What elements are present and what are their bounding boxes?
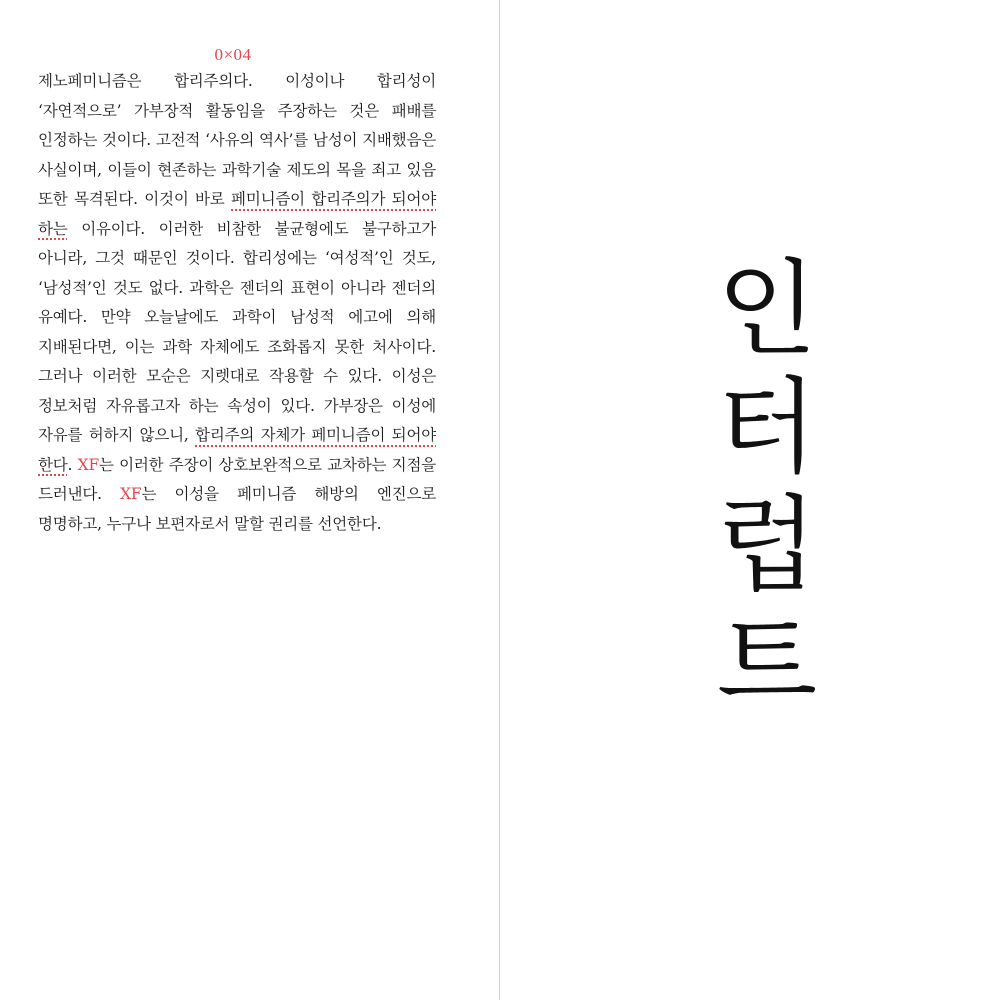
paragraph-run: 이유이다. 이러한 비참한 불균형에도 불구하고가 아니라, 그것 때문인 것이다. 합리성에는 ‘여성적’인 것도, ‘남성적’인 것도 없다. 과학은 젠더의 표현이 아니라 젠더의 유예다. 만약 오늘날에도 과학이 남성적 에고에 의해 지배된다면, 이는 과학 자체에도 조화롭지 못한 처사이다. 그러나 이러한 모순은 지렛대로 작용할 수 있다. 이성은 정보처럼 자유롭고자 하는 속성이 있다. 가부장은 이성에 자유를 허하지 않으니,: [38, 219, 436, 444]
title-char: 터: [716, 366, 818, 488]
title-char: 트: [716, 602, 818, 724]
right-page: [500, 0, 1000, 1000]
left-page: [0, 0, 499, 1000]
xf-term: XF: [77, 455, 100, 474]
title-char: 럽: [716, 484, 818, 606]
xf-term: XF: [120, 485, 142, 503]
highlighted-phrase: 합리주의 자체가 페미니즘이 되어야 한다: [38, 426, 436, 474]
highlighted-phrase: 페미니즘이 합리주의가 되어야 하는: [38, 190, 436, 238]
vertical-title: [712, 250, 822, 722]
title-char: 인: [716, 248, 818, 370]
paragraph-run: 는 이러한 주장이 상호보완적으로 교차하는 지점을 드러낸다.: [38, 455, 436, 503]
paragraph-run: 는 이성을 페미니즘 해방의 엔진으로 명명하고, 누구나 보편자로서 말할 권리를 선언한다.: [38, 485, 436, 533]
body-paragraph: [38, 67, 436, 539]
page-number: 0×04: [214, 45, 252, 64]
paragraph-run: 제노페미니즘은 합리주의다. 이성이나 합리성이 ‘자연적으로’ 가부장적 활동임을 주장하는 것은 패배를 인정하는 것이다. 고전적 ‘사유의 역사’를 남성이 지배했음은 사실이며, 이들이 현존하는 과학기술 제도의 목을 죄고 있음 또한 목격된다. 이것이 바로: [38, 72, 436, 208]
paragraph-run: .: [67, 455, 78, 474]
